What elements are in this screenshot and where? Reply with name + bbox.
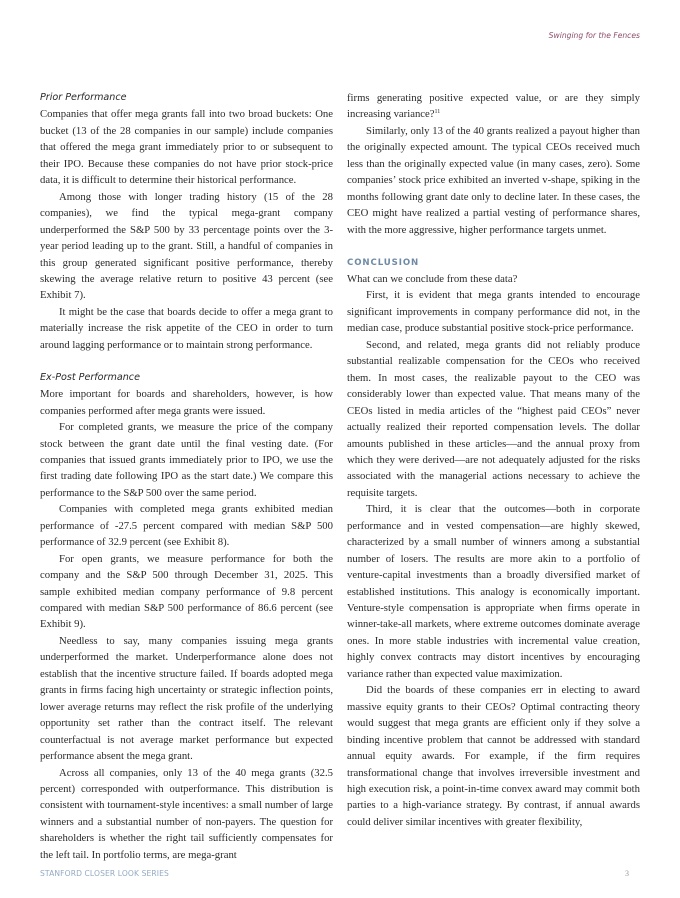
page-footer <box>40 869 640 878</box>
paragraph: Second, and related, mega grants did not reliably produce substantial realizable compensation for the CEOs who received them. In most cases, the realizable payout to the CEO was considerably lower than expected value. That means many of the CEOs listed in media articles of the “highest paid CEOs” never actually realized their reported compensation levels. The dollar amounts published in these articles—and the annual proxy from which they were derived—are not adequately adjusted for the risks associated with the managerial actions necessary to achieve the requisite targets. <box>347 338 640 499</box>
paragraph: Companies that offer mega grants fall into two broad buckets: One bucket (13 of the 28 companies in our sample) include companies that offered the mega grant immediately prior to or subsequent to their IPO. Because these companies do not have prior stock-price data, it is difficult to determine their historical performance. <box>40 108 333 187</box>
paragraph: For completed grants, we measure the price of the company stock between the grant date until the final vesting date. (For companies that issued grants immediately prior to IPO, we use the first trading date following IPO as the start date.) We compare this performance to the S&P 500 over the same period. <box>40 421 333 499</box>
spacer <box>347 238 640 254</box>
paragraph: What can we conclude from these data? <box>347 272 518 285</box>
paragraph: Needless to say, many companies issuing mega grants underperformed the market. Underperformance alone does not establish that the incentive structure failed. If boards adopted mega grants in firms facing high uncertainty or strategic inflection points, lower average returns may reflect the risk profile of the underlying opportunity set rather than the contract itself. The relevant counterfactual is not average market performance but expected performance absent the mega grant. <box>40 634 333 763</box>
right-column <box>347 90 640 830</box>
page-number: 3 <box>625 869 629 879</box>
paragraph: Did the boards of these companies err in electing to award massive equity grants to their CEOs? Optimal contracting theory would suggest that mega grants are efficient only if they solve a binding incentive problem that cannot be addressed with standard annual equity awards. For example, if the firm requires transformational change that involves irreversible investment and high execution risk, a point-in-time convex award may commit both parties to a high-variance strategy. By contrast, if annual awards could deliver similar incentives with greater flexibility, <box>347 684 640 828</box>
footer-series-name: STANFORD CLOSER LOOK SERIES <box>40 869 169 879</box>
footnote-marker[interactable]: 11 <box>434 109 441 116</box>
paragraph: It might be the case that boards decide to offer a mega grant to materially increase the risk appetite of the CEO in order to turn around lagging performance or to maintain strong performance. <box>40 305 333 351</box>
left-column <box>40 90 333 863</box>
paragraph: Similarly, only 13 of the 40 grants realized a payout higher than the originally expected amount. The typical CEOs received much less than the originally expected value (in many cases, zero). Some companies’ stock price exhibited an inverted v-shape, spiking in the months following grant date only to decline later. In these cases, the CEO might have realized a partial vesting of performance shares, with the more aggressive, higher performance targets unmet. <box>347 124 640 236</box>
section-heading-conclusion: CONCLUSION <box>347 257 420 268</box>
paragraph: Across all companies, only 13 of the 40 mega grants (32.5 percent) corresponded with outperformance. This distribution is consistent with tournament-style incentives: a small number of large winners and a substantial number of non-payers. The question for shareholders is whether the right tail sufficiently compensates for the left tail. In portfolio terms, are mega-grant <box>40 766 333 861</box>
spacer <box>40 353 333 369</box>
paragraph: More important for boards and shareholders, however, is how companies performed after mega grants were issued. <box>40 388 333 417</box>
two-column-body <box>40 90 640 863</box>
paragraph: First, it is evident that mega grants intended to encourage significant improvements in company performance did not, in the median case, produce substantial positive stock-price performance. <box>347 289 640 335</box>
subheading-ex-post-performance: Ex-Post Performance <box>40 371 140 383</box>
paragraph <box>347 90 640 123</box>
paragraph: Third, it is clear that the outcomes—both in corporate performance and in vested compensation—are highly skewed, characterized by a small number of winners among a substantial number of losers. The results are more akin to a portfolio of venture-capital investments than a broadly diversified market of established institutions. This analogy is economically important. Venture-style compensation is appropriate when firms operate in winner-take-all markets, where extreme outcomes dominate average ones. In more stable industries with incremental value creation, highly convex contracts may distort incentives by encouraging variance rather than expected value maximization. <box>347 503 640 680</box>
subheading-prior-performance: Prior Performance <box>40 92 127 103</box>
running-header-title: Swinging for the Fences <box>548 31 640 40</box>
paragraph: Among those with longer trading history (15 of the 28 companies), we find the typical mega-grant company underperformed the S&P 500 by 33 percentage points over the 3-year period leading up to the grant. Still, a handful of companies in this group generated significant positive performance, thereby skewing the average relative return to positive 43 percent (see Exhibit 7). <box>40 190 333 302</box>
paragraph: For open grants, we measure performance for both the company and the S&P 500 through December 31, 2025. This sample exhibited median company performance of 9.8 percent compared with median S&P 500 performance of 86.6 percent (see Exhibit 9). <box>40 552 333 631</box>
paragraph: Companies with completed mega grants exhibited median performance of -27.5 percent compared with median S&P 500 performance of 32.9 percent (see Exhibit 8). <box>40 503 333 549</box>
paragraph-text: firms generating positive expected value, or are they simply increasing variance? <box>347 92 640 121</box>
